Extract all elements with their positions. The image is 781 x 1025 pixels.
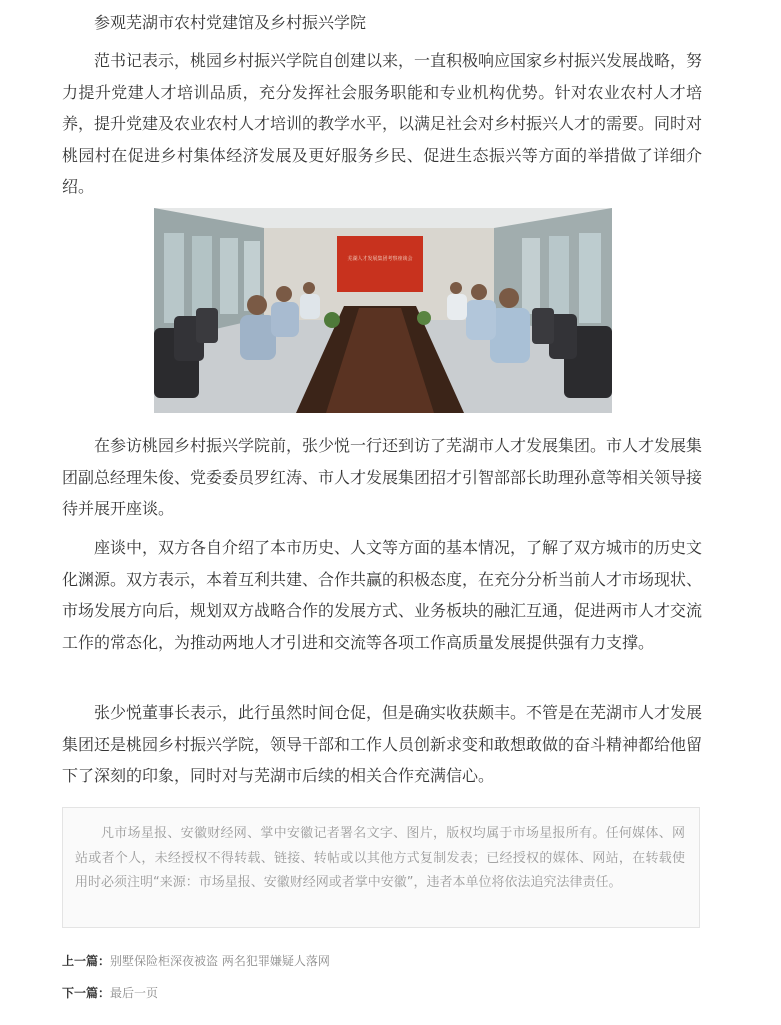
article-subheading: 参观芜湖市农村党建馆及乡村振兴学院 bbox=[94, 13, 367, 32]
article-paragraph: 张少悦董事长表示，此行虽然时间仓促，但是确实收获颇丰。不管是在芜湖市人才发展集团还是桃园乡村振兴学院，领导干部和工作人员创新求变和敢想敢做的奋斗精神都给他留下了深刻的印象，同时对与芜湖市后续的相关合作充满信心。 bbox=[62, 703, 703, 785]
prev-label: 上一篇： bbox=[62, 954, 111, 968]
article-paragraph: 座谈中，双方各自介绍了本市历史、人文等方面的基本情况，了解了双方城市的历史文化渊源。双方表示，本着互利共建、合作共赢的积极态度，在充分分析当前人才市场现状、市场发展方向后，规划双方战略合作的发展方式、业务板块的融汇互通，促进两市人才交流工作的常态化，为推动两地人才引进和交流等各项工作高质量发展提供强有力支撑。 bbox=[62, 538, 703, 652]
next-label: 下一篇： bbox=[62, 986, 111, 1000]
next-article-link[interactable]: 最后一页 bbox=[110, 986, 159, 1000]
projection-screen bbox=[337, 236, 423, 292]
copyright-notice bbox=[62, 807, 700, 928]
article-paragraph: 在参访桃园乡村振兴学院前，张少悦一行还到访了芜湖市人才发展集团。市人才发展集团副总经理朱俊、党委委员罗红涛、市人才发展集团招才引智部部长助理孙意等相关领导接待并展开座谈。 bbox=[62, 436, 703, 518]
prev-article bbox=[62, 952, 330, 969]
screen-text: 芜湖人才发展集团考察座谈会 bbox=[347, 256, 413, 262]
prev-article-link[interactable]: 别墅保险柜深夜被盗 两名犯罪嫌疑人落网 bbox=[110, 954, 330, 968]
meeting-photo bbox=[154, 208, 612, 413]
next-article bbox=[62, 984, 158, 1001]
copyright-text: 凡市场星报、安徽财经网、掌中安徽记者署名文字、图片，版权均属于市场星报所有。任何媒体、网站或者个人，未经授权不得转载、链接、转帖或以其他方式复制发表；已经授权的媒体、网站，在转载使用时必须注明“来源：市场星报、安徽财经网或者掌中安徽”，违者本单位将依法追究法律责任。 bbox=[75, 826, 685, 890]
article-paragraph: 范书记表示，桃园乡村振兴学院自创建以来，一直积极响应国家乡村振兴发展战略，努力提升党建人才培训品质，充分发挥社会服务职能和专业机构优势。针对农业农村人才培养，提升党建及农业农村人才培训的教学水平，以满足社会对乡村振兴人才的需要。同时对桃园村在促进乡村集体经济发展及更好服务乡民、促进生态振兴等方面的举措做了详细介绍。 bbox=[62, 51, 703, 196]
